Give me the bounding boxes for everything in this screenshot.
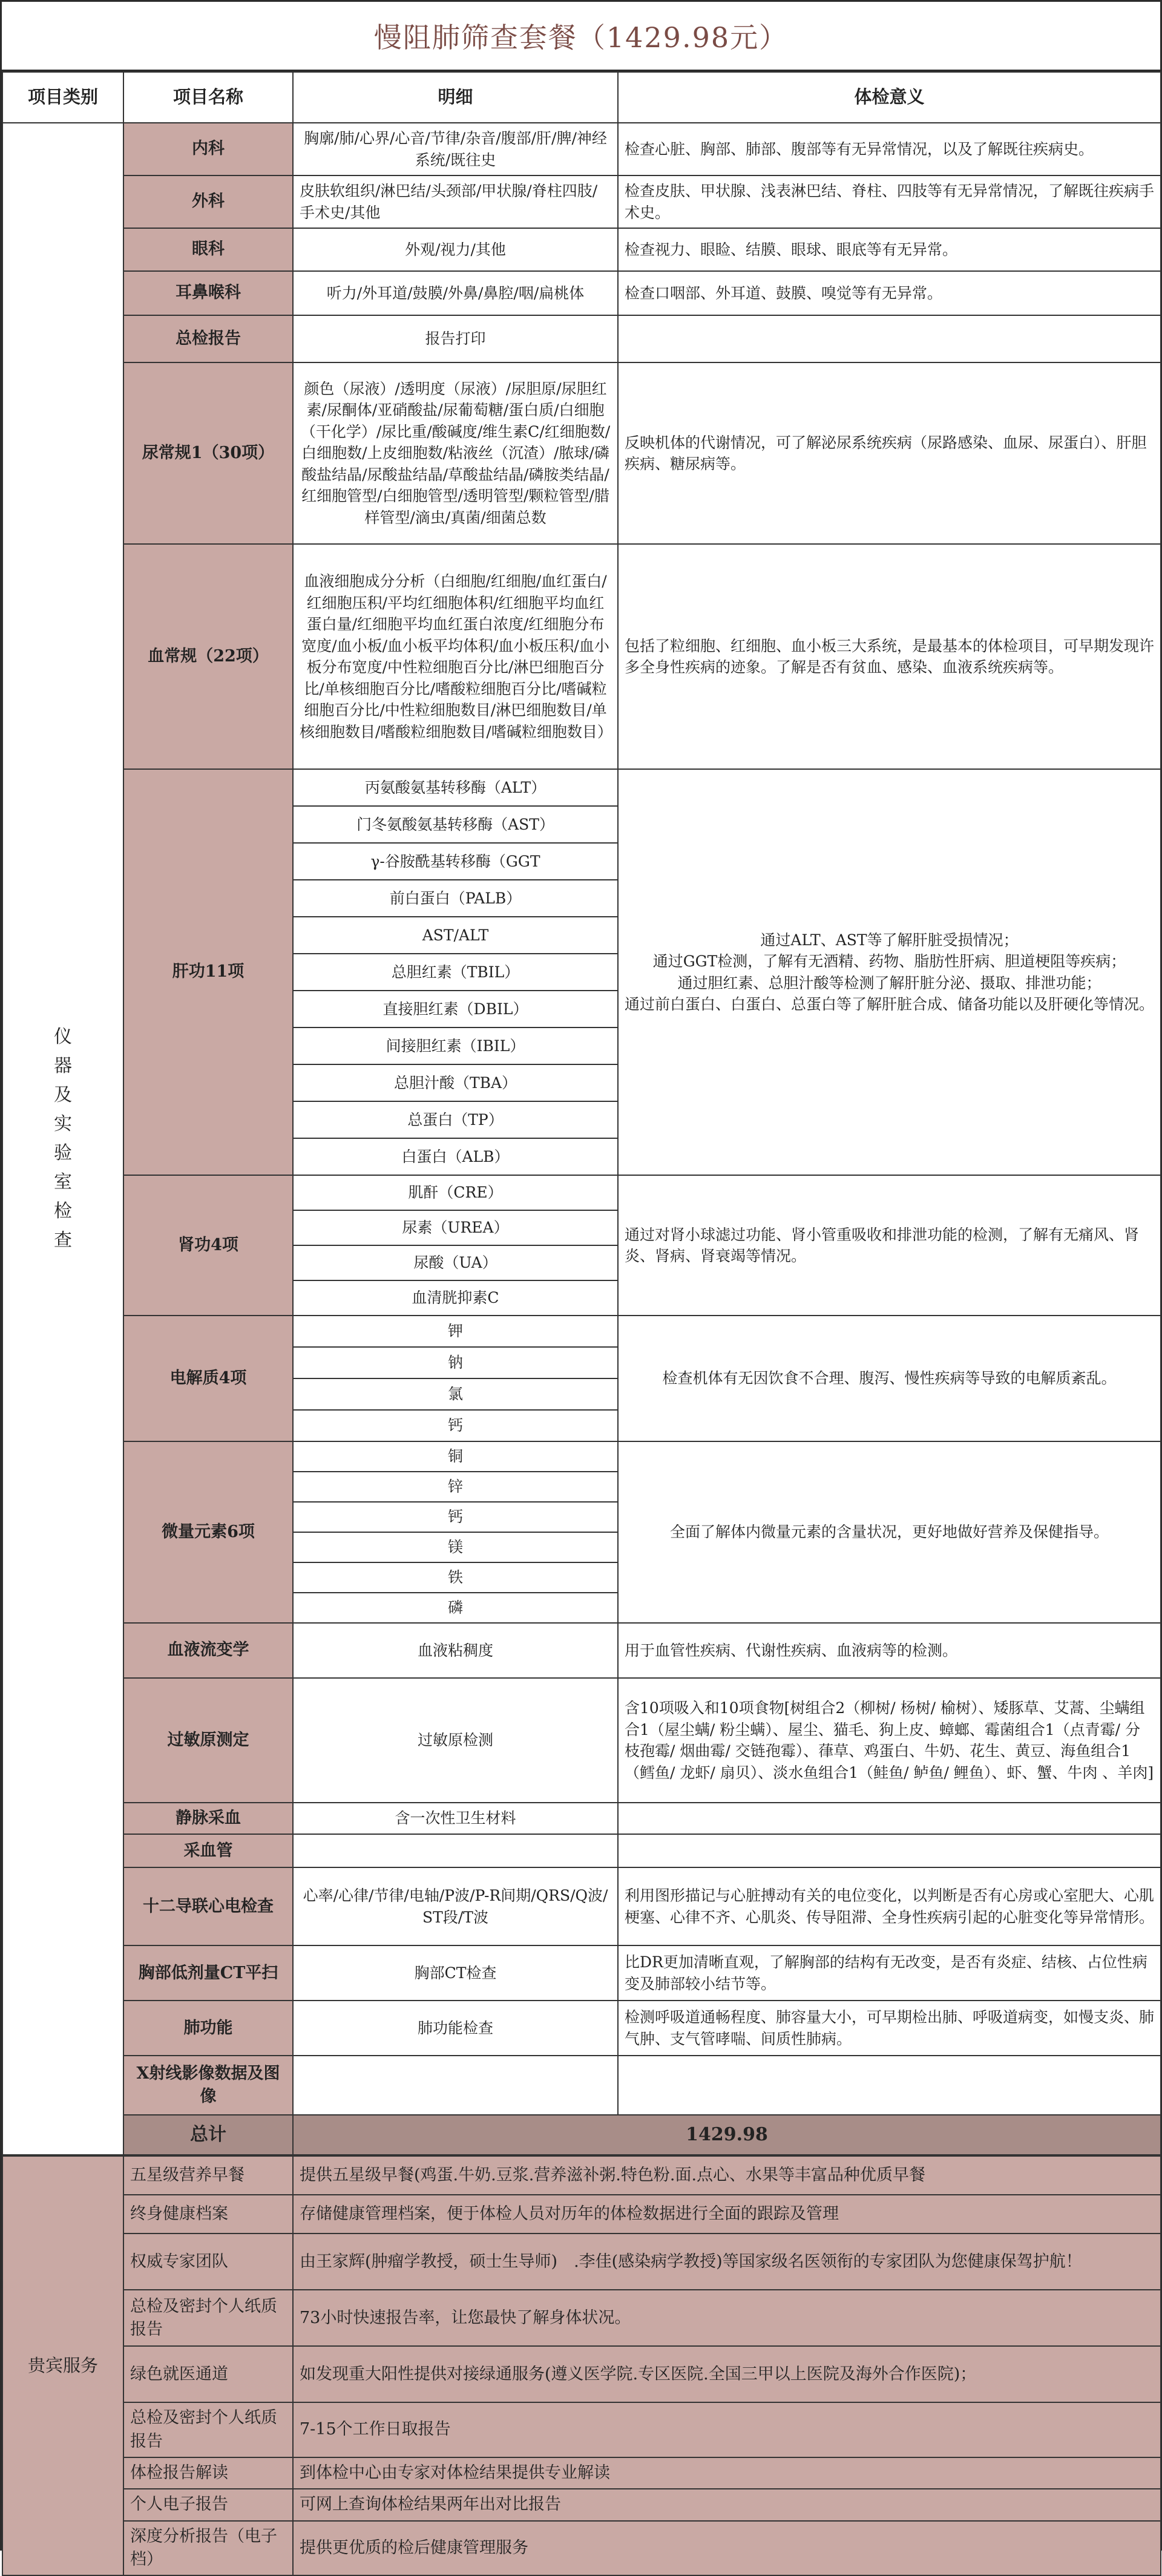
table-row xyxy=(2,1623,1161,1678)
header-detail: 明细 xyxy=(293,72,618,123)
item-detail: 报告打印 xyxy=(293,315,618,362)
item-name: 肾功4项 xyxy=(123,1175,293,1316)
item-detail: 颜色（尿液）/透明度（尿液）/尿胆原/尿胆红素/尿酮体/亚硝酸盐/尿葡萄糖/蛋白质/白细胞（干化学）/尿比重/酸碱度/维生素C/红细胞数/白细胞数/上皮细胞数/粘液丝（沉渣）/脓球/磷酸盐结晶/尿酸盐结晶/草酸盐结晶/磷胺类结晶/红细胞管型/白细胞管型/透明管型/颗粒管型/腊样管型/滴虫/真菌/细菌总数 xyxy=(293,362,618,544)
item-detail: 皮肤软组织/淋巴结/头颈部/甲状腺/脊柱四肢/手术史/其他 xyxy=(293,175,618,228)
liver-item: 总胆红素（TBIL） xyxy=(293,954,618,991)
liver-item: 总胆汁酸（TBA） xyxy=(293,1064,618,1101)
item-name: 过敏原测定 xyxy=(123,1678,293,1803)
item-name: 内科 xyxy=(123,123,293,175)
item-meaning: 反映机体的代谢情况，可了解泌尿系统疾病（尿路感染、血尿、尿蛋白）、肝胆疾病、糖尿病等。 xyxy=(618,362,1161,544)
item-detail: 血液粘稠度 xyxy=(293,1623,618,1678)
header-name: 项目名称 xyxy=(123,72,293,123)
liver-item: 直接胆红素（DBIL） xyxy=(293,991,618,1027)
item-meaning: 含10项吸入和10项食物[树组合2（柳树/ 杨树/ 榆树）、矮豚草、艾蒿、尘螨组合1（屋尘螨/ 粉尘螨）、屋尘、猫毛、狗上皮、蟑螂、霉菌组合1（点青霉/ 分枝孢霉/ 烟曲霉/ 交链孢霉）、葎草、鸡蛋白、牛奶、花生、黄豆、海鱼组合1（鳕鱼/ 龙虾/ 扇贝）、淡水鱼组合1（鲑鱼/ 鲈鱼/ 鲤鱼）、虾、蟹、牛肉 、羊肉] xyxy=(618,1678,1161,1803)
trace-item: 锌 xyxy=(293,1472,618,1502)
vip-row xyxy=(2,2457,1161,2489)
table-row xyxy=(2,175,1161,228)
item-meaning xyxy=(618,2056,1161,2115)
item-name: 血液流变学 xyxy=(123,1623,293,1678)
kidney-item: 血清胱抑素C xyxy=(293,1280,618,1316)
item-name: 静脉采血 xyxy=(123,1803,293,1834)
item-meaning: 用于血管性疾病、代谢性疾病、血液病等的检测。 xyxy=(618,1623,1161,1678)
vip-service-desc: 存储健康管理档案，便于体检人员对历年的体检数据进行全面的跟踪及管理 xyxy=(293,2195,1161,2234)
vip-service-name: 总检及密封个人纸质报告 xyxy=(123,2290,293,2346)
item-name: 微量元素6项 xyxy=(123,1441,293,1623)
vip-service-name: 权威专家团队 xyxy=(123,2234,293,2290)
meaning-line: 通过前白蛋白、白蛋白、总蛋白等了解肝脏合成、储备功能以及肝硬化等情况。 xyxy=(625,995,1155,1013)
vip-service-desc: 73小时快速报告率，让您最快了解身体状况。 xyxy=(293,2290,1161,2346)
item-detail: 血液细胞成分分析（白细胞/红细胞/血红蛋白/红细胞压积/平均红细胞体积/红细胞平均血红蛋白量/红细胞平均血红蛋白浓度/红细胞分布宽度/血小板/血小板平均体积/血小板压积/血小板分布宽度/中性粒细胞百分比/淋巴细胞百分比/单核细胞百分比/嗜酸粒细胞百分比/嗜碱粒细胞百分比/中性粒细胞数目/淋巴细胞数目/单核细胞数目/嗜酸粒细胞数目/嗜碱粒细胞数目） xyxy=(293,544,618,769)
item-name: 总检报告 xyxy=(123,315,293,362)
vip-service-name: 绿色就医通道 xyxy=(123,2346,293,2402)
item-name: 血常规（22项） xyxy=(123,544,293,769)
item-meaning xyxy=(618,769,1161,1175)
table-row xyxy=(2,1316,1161,1347)
trace-item: 铁 xyxy=(293,1562,618,1593)
item-detail: 外观/视力/其他 xyxy=(293,228,618,271)
vip-row xyxy=(2,2346,1161,2402)
item-name: 眼科 xyxy=(123,228,293,271)
electrolyte-item: 钾 xyxy=(293,1316,618,1347)
item-name: X射线影像数据及图像 xyxy=(123,2056,293,2115)
total-row xyxy=(2,2115,1161,2155)
vip-service-name: 总检及密封个人纸质报告 xyxy=(123,2402,293,2457)
vip-service-desc: 如发现重大阳性提供对接绿通服务(遵义医学院.专区医院.全国三甲以上医院及海外合作医院)； xyxy=(293,2346,1161,2402)
liver-item: 丙氨酸氨基转移酶（ALT） xyxy=(293,769,618,806)
table-row xyxy=(2,1678,1161,1803)
item-meaning: 检测呼吸道通畅程度、肺容量大小，可早期检出肺、呼吸道病变，如慢支炎、肺气肿、支气管哮喘、间质性肺病。 xyxy=(618,2001,1161,2056)
trace-item: 钙 xyxy=(293,1502,618,1532)
item-detail: 听力/外耳道/鼓膜/外鼻/鼻腔/咽/扁桃体 xyxy=(293,271,618,315)
item-meaning: 包括了粒细胞、红细胞、血小板三大系统，是最基本的体检项目，可早期发现许多全身性疾病的迹象。了解是否有贫血、感染、血液系统疾病等。 xyxy=(618,544,1161,769)
vip-service-desc: 提供五星级早餐(鸡蛋.牛奶.豆浆.营养滋补粥.特色粉.面.点心、水果等丰富品种优质早餐 xyxy=(293,2156,1161,2195)
table-row xyxy=(2,1834,1161,1867)
vip-row xyxy=(2,2195,1161,2234)
table-row xyxy=(2,271,1161,315)
trace-item: 镁 xyxy=(293,1532,618,1562)
meaning-line: 通过胆红素、总胆汁酸等检测了解肝脏分泌、摄取、排泄功能； xyxy=(677,974,1101,992)
vip-row xyxy=(2,2489,1161,2520)
item-detail xyxy=(293,2056,618,2115)
item-meaning: 检查心脏、胸部、肺部、腹部等有无异常情况，以及了解既往疾病史。 xyxy=(618,123,1161,175)
item-meaning: 检查皮肤、甲状腺、浅表淋巴结、脊柱、四肢等有无异常情况，了解既往疾病手术史。 xyxy=(618,175,1161,228)
item-name: 外科 xyxy=(123,175,293,228)
vip-service-name: 体检报告解读 xyxy=(123,2457,293,2489)
meaning-line: 通过ALT、AST等了解肝脏受损情况； xyxy=(760,931,1019,949)
table-row xyxy=(2,315,1161,362)
item-name: 电解质4项 xyxy=(123,1316,293,1441)
item-detail: 过敏原检测 xyxy=(293,1678,618,1803)
page-title: 慢阻肺筛查套餐（1429.98元） xyxy=(2,2,1160,71)
table-header xyxy=(2,72,1161,123)
item-name: 尿常规1（30项） xyxy=(123,362,293,544)
liver-item: 白蛋白（ALB） xyxy=(293,1138,618,1175)
vip-service-name: 五星级营养早餐 xyxy=(123,2156,293,2195)
table-row xyxy=(2,2056,1161,2115)
item-meaning: 比DR更加清晰直观，了解胸部的结构有无改变，是否有炎症、结核、占位性病变及肺部较小结节等。 xyxy=(618,1945,1161,2001)
item-name: 十二导联心电检查 xyxy=(123,1867,293,1945)
table-row xyxy=(2,544,1161,769)
vip-row xyxy=(2,2234,1161,2290)
table-row xyxy=(2,1441,1161,1472)
trace-item: 磷 xyxy=(293,1593,618,1623)
table-row xyxy=(2,1803,1161,1834)
vip-row xyxy=(2,2290,1161,2346)
vip-service-desc: 7-15个工作日取报告 xyxy=(293,2402,1161,2457)
exam-table xyxy=(2,71,1161,2155)
item-meaning: 检查视力、眼睑、结膜、眼球、眼底等有无异常。 xyxy=(618,228,1161,271)
item-detail: 胸部CT检查 xyxy=(293,1945,618,2001)
vip-service-desc: 可网上查询体检结果两年出对比报告 xyxy=(293,2489,1161,2520)
table-row xyxy=(2,1175,1161,1210)
item-meaning: 检查口咽部、外耳道、鼓膜、嗅觉等有无异常。 xyxy=(618,271,1161,315)
header-category: 项目类别 xyxy=(2,72,123,123)
liver-item: 前白蛋白（PALB） xyxy=(293,880,618,917)
header-meaning: 体检意义 xyxy=(618,72,1161,123)
total-label: 总计 xyxy=(123,2115,293,2155)
electrolyte-item: 氯 xyxy=(293,1378,618,1410)
table-row xyxy=(2,362,1161,544)
item-detail: 肺功能检查 xyxy=(293,2001,618,2056)
table-row xyxy=(2,228,1161,271)
item-detail xyxy=(293,1834,618,1867)
kidney-item: 尿素（UREA） xyxy=(293,1210,618,1245)
liver-item: AST/ALT xyxy=(293,917,618,954)
item-detail: 心率/心律/节律/电轴/P波/P-R间期/QRS/Q波/ST段/T波 xyxy=(293,1867,618,1945)
item-name: 胸部低剂量CT平扫 xyxy=(123,1945,293,2001)
vip-row xyxy=(2,2156,1161,2195)
item-detail: 胸廓/肺/心界/心音/节律/杂音/腹部/肝/脾/神经系统/既往史 xyxy=(293,123,618,175)
item-name: 肝功11项 xyxy=(123,769,293,1175)
item-meaning: 全面了解体内微量元素的含量状况，更好地做好营养及保健指导。 xyxy=(618,1441,1161,1623)
electrolyte-item: 钠 xyxy=(293,1347,618,1378)
item-meaning xyxy=(618,315,1161,362)
vip-service-desc: 到体检中心由专家对体检结果提供专业解读 xyxy=(293,2457,1161,2489)
electrolyte-item: 钙 xyxy=(293,1410,618,1441)
vip-service-desc: 提供更优质的检后健康管理服务 xyxy=(293,2521,1161,2576)
kidney-item: 肌酐（CRE） xyxy=(293,1175,618,1210)
item-meaning: 通过对肾小球滤过功能、肾小管重吸收和排泄功能的检测，了解有无痛风、肾炎、肾病、肾衰竭等情况。 xyxy=(618,1175,1161,1316)
item-name: 耳鼻喉科 xyxy=(123,271,293,315)
table-row xyxy=(2,769,1161,806)
vip-category: 贵宾服务 xyxy=(2,2156,123,2575)
table-row xyxy=(2,123,1161,175)
item-name: 采血管 xyxy=(123,1834,293,1867)
vip-service-name: 深度分析报告（电子档） xyxy=(123,2521,293,2576)
table-row xyxy=(2,1867,1161,1945)
liver-item: 门冬氨酸氨基转移酶（AST） xyxy=(293,806,618,843)
vip-service-desc: 由王家辉(肿瘤学教授，硕士生导师) .李佳(感染病学教授)等国家级名医领衔的专家团队为您健康保驾护航！ xyxy=(293,2234,1161,2290)
liver-item: 总蛋白（TP） xyxy=(293,1101,618,1138)
item-meaning xyxy=(618,1803,1161,1834)
meaning-line: 通过GGT检测，了解有无酒精、药物、脂肪性肝病、胆道梗阻等疾病； xyxy=(652,952,1126,970)
table-row xyxy=(2,2001,1161,2056)
item-name: 肺功能 xyxy=(123,2001,293,2056)
vip-service-name: 个人电子报告 xyxy=(123,2489,293,2520)
item-meaning: 利用图形描记与心脏搏动有关的电位变化，以判断是否有心房或心室肥大、心肌梗塞、心律不齐、心肌炎、传导阻滞、全身性疾病引起的心脏变化等异常情形。 xyxy=(618,1867,1161,1945)
kidney-item: 尿酸（UA） xyxy=(293,1245,618,1280)
item-detail: 含一次性卫生材料 xyxy=(293,1803,618,1834)
item-meaning: 检查机体有无因饮食不合理、腹泻、慢性疾病等导致的电解质紊乱。 xyxy=(618,1316,1161,1441)
category-cell xyxy=(2,123,123,2155)
vip-row xyxy=(2,2521,1161,2576)
vip-table xyxy=(2,2155,1161,2576)
trace-item: 铜 xyxy=(293,1441,618,1472)
total-value: 1429.98 xyxy=(293,2115,1161,2155)
category-main: 仪器及实验室检查 xyxy=(54,1026,72,1251)
vip-service-name: 终身健康档案 xyxy=(123,2195,293,2234)
vip-row xyxy=(2,2402,1161,2457)
table-row xyxy=(2,1945,1161,2001)
liver-item: γ-谷胺酰基转移酶（GGT xyxy=(293,843,618,880)
item-meaning xyxy=(618,1834,1161,1867)
liver-item: 间接胆红素（IBIL） xyxy=(293,1027,618,1064)
